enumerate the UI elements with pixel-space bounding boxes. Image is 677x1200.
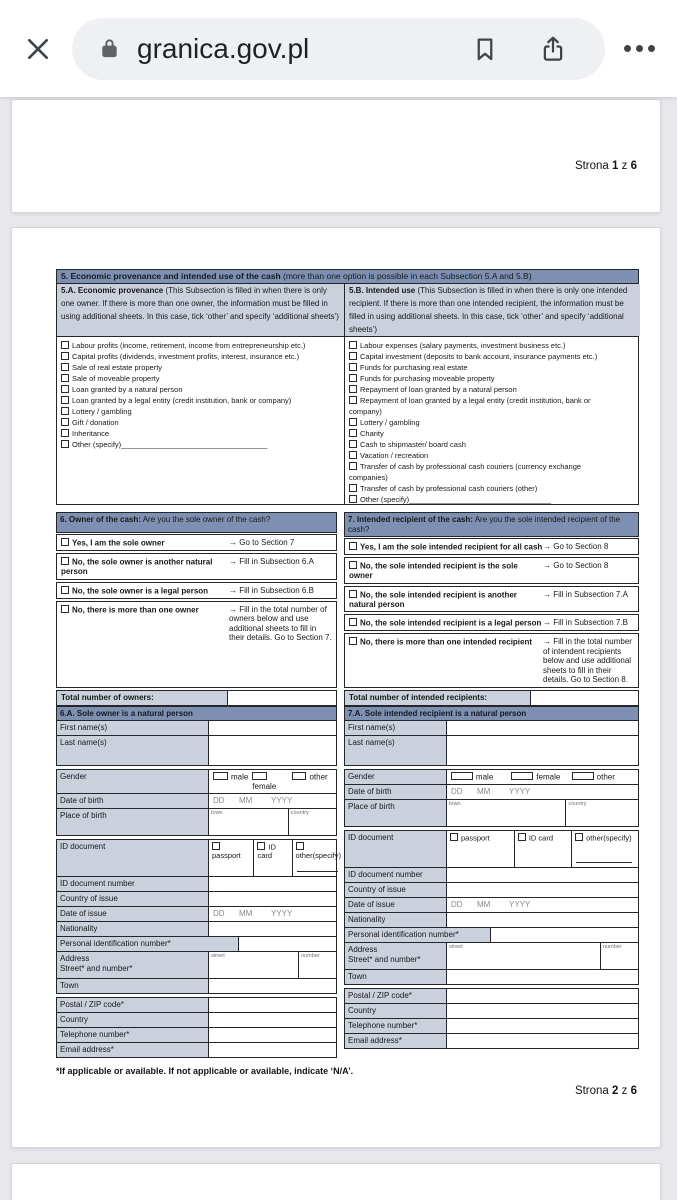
table-row — [344, 867, 639, 883]
table-row — [56, 997, 337, 1013]
field-label: ID document — [57, 840, 209, 876]
checkbox-icon — [518, 833, 526, 841]
table-row — [344, 942, 639, 970]
checklist-item — [61, 351, 340, 362]
person-table-header: 6.A. Sole owner is a natural person — [56, 706, 337, 721]
number-subcell: number — [298, 952, 336, 978]
option-action: → Go to Section 8 — [543, 542, 609, 551]
checklist-item — [61, 362, 340, 373]
field-label: Country — [57, 1013, 209, 1027]
checkbox-icon — [349, 341, 357, 349]
number-subcell: number — [600, 943, 638, 969]
checklist-item — [61, 373, 340, 384]
table-row — [344, 720, 639, 736]
page-footer: Strona 2 z 6 — [574, 1085, 637, 1097]
table-row — [344, 927, 639, 943]
gender-option: male — [451, 772, 511, 782]
table-row — [56, 1027, 337, 1043]
checkbox-icon — [61, 557, 69, 565]
field-label: Town — [345, 970, 447, 984]
option-label-cell — [61, 557, 229, 577]
option-label-cell — [61, 538, 229, 548]
checklist-item-label: Sale of moveable property — [72, 374, 160, 383]
field-blank — [209, 979, 336, 993]
field-label: Telephone number* — [57, 1028, 209, 1042]
section-5-checklists — [56, 337, 639, 505]
table-row — [344, 799, 639, 827]
field-blank — [447, 736, 638, 765]
field-blank — [209, 1013, 336, 1027]
field-label: Address Street* and number* — [345, 943, 447, 969]
field-blank — [447, 1034, 638, 1048]
table-row — [344, 969, 639, 985]
table-row — [56, 735, 337, 766]
checklist-item — [349, 450, 616, 461]
pdf-page-1 — [11, 99, 661, 213]
person-details-table — [344, 706, 639, 1058]
field-label: First name(s) — [57, 721, 209, 735]
table-row — [344, 735, 639, 766]
checkbox-icon — [451, 772, 473, 780]
checklist-item-label: Labour profits (income, retirement, income from entrepreneurship etc.) — [72, 341, 306, 350]
checklist-item-label: Other (specify)__________________________________ — [360, 495, 551, 504]
option-label: No, the sole intended recipient is the sole owner — [349, 561, 518, 580]
option-row — [344, 633, 639, 688]
section-6-options — [56, 534, 337, 688]
option-label: No, there is more than one intended recipient — [360, 637, 533, 647]
person-tables — [56, 706, 639, 1058]
option-label-cell — [349, 542, 543, 552]
field-label: Gender — [57, 770, 209, 793]
checkbox-icon — [61, 352, 69, 360]
option-action: → Fill in Subsection 7.A — [543, 589, 628, 599]
field-blank — [209, 892, 336, 906]
address-cells — [447, 943, 638, 969]
option-label: No, the sole intended recipient is a legal person — [360, 618, 542, 628]
checklist-item — [349, 461, 616, 483]
table-row — [56, 921, 337, 937]
checkbox-icon — [349, 363, 357, 371]
checkbox-icon — [61, 407, 69, 415]
checkbox-icon — [296, 842, 304, 850]
checklist-item-label: Loan granted by a natural person — [72, 385, 183, 394]
id-document-options — [447, 831, 638, 867]
option-action: → Fill in Subsection 6.A — [229, 557, 314, 566]
field-blank — [447, 989, 638, 1003]
field-blank — [209, 1043, 336, 1057]
checklist-item — [61, 406, 340, 417]
bookmark-icon — [470, 34, 500, 64]
option-label: No, the sole owner is another natural person — [61, 557, 213, 576]
checkbox-icon — [61, 538, 69, 546]
checklist-item-label: Funds for purchasing real estate — [360, 363, 468, 372]
field-label: Date of birth — [345, 785, 447, 799]
table-row — [56, 720, 337, 736]
field-label: Postal / ZIP code* — [345, 989, 447, 1003]
section-6 — [56, 512, 337, 706]
checklist-item-label: Gift / donation — [72, 418, 119, 427]
url-bar[interactable] — [72, 18, 605, 80]
checkbox-icon — [257, 842, 265, 850]
field-label: Country of issue — [345, 883, 447, 897]
field-blank — [447, 1004, 638, 1018]
field-blank — [447, 913, 638, 927]
checkbox-icon — [349, 374, 357, 382]
option-row — [344, 538, 639, 555]
table-row — [344, 1033, 639, 1049]
address-cells — [209, 952, 336, 978]
date-placeholder: DD MM YYYY — [213, 908, 293, 918]
cash-declaration-form — [56, 269, 639, 1076]
checklist-item-label: Cash to shipmaster/ board cash — [360, 440, 466, 449]
option-label: No, there is more than one owner — [72, 605, 199, 614]
checklist-item — [349, 483, 616, 494]
option-label-cell — [349, 618, 543, 628]
checklist-item — [61, 439, 340, 450]
field-label: Last name(s) — [345, 736, 447, 765]
field-blank — [447, 868, 638, 882]
field-label: ID document number — [57, 877, 209, 891]
option-row — [56, 601, 337, 688]
checklist-item-label: Sale of real estate property — [72, 363, 163, 372]
table-row — [56, 793, 337, 809]
field-label: Place of birth — [345, 800, 447, 826]
gender-option: male — [213, 772, 252, 791]
table-row — [56, 978, 337, 994]
option-label: Yes, I am the sole owner — [72, 538, 165, 548]
checkbox-icon — [349, 352, 357, 360]
table-row — [56, 876, 337, 892]
option-label-cell — [349, 561, 543, 581]
option-row — [344, 586, 639, 613]
browser-toolbar — [0, 0, 677, 97]
checklist-item — [349, 362, 616, 373]
pdf-viewport[interactable] — [0, 97, 677, 1200]
checkbox-icon — [575, 833, 583, 841]
id-option-other: other(specify) — [571, 831, 638, 867]
checkbox-icon — [572, 772, 594, 780]
person-details-table — [56, 706, 341, 1058]
checkbox-icon — [349, 440, 357, 448]
checklist-item — [61, 417, 340, 428]
field-blank — [209, 877, 336, 891]
option-action: → Fill in the total number of intendent recipients below and use additional sheets to fill in their details. Go to Section 8. — [543, 637, 632, 684]
table-row — [56, 839, 341, 877]
id-option-passport: passport — [209, 840, 253, 876]
date-placeholder: DD MM YYYY — [213, 795, 293, 805]
field-label: Place of birth — [57, 809, 209, 835]
checkbox-icon — [349, 590, 357, 598]
checklist-item-label: Labour expenses (salary payments, investment business etc.) — [360, 341, 566, 350]
option-row — [56, 582, 337, 599]
subsection-5a-checklist — [57, 337, 345, 504]
id-document-options — [209, 840, 341, 876]
checklist-item — [61, 395, 340, 406]
field-label: First name(s) — [345, 721, 447, 735]
option-label: No, the sole owner is a legal person — [72, 586, 209, 595]
checklist-item-label: Capital investment (deposits to bank account, insurance payments etc.) — [360, 352, 598, 361]
checkbox-icon — [511, 772, 533, 780]
date-placeholder: DD MM YYYY — [451, 787, 531, 796]
subsection-5a-heading: 5.A. Economic provenance (This Subsection is filled in when there is only one owner. If there is more than one owner, the information must be filled in using additional sheets. In this case, tick ‘other’ and specify ‘additional sheets’) — [57, 284, 345, 336]
field-label: Country — [345, 1004, 447, 1018]
checklist-item — [349, 351, 616, 362]
gender-option: female — [252, 772, 291, 791]
checkbox-icon — [349, 396, 357, 404]
table-row — [56, 1042, 337, 1058]
share-button[interactable] — [531, 27, 575, 71]
checkbox-icon — [349, 429, 357, 437]
table-row — [344, 897, 639, 913]
checklist-item — [61, 428, 340, 439]
bookmark-button[interactable] — [463, 27, 507, 71]
checkbox-icon — [61, 363, 69, 371]
checklist-item — [349, 428, 616, 439]
total-recipients-row — [344, 690, 639, 706]
option-action: → Go to Section 7 — [229, 538, 295, 547]
checklist-item — [349, 494, 616, 504]
town-subcell: town — [211, 809, 223, 816]
id-option-other: other(specify) — [292, 840, 344, 876]
gender-option: other — [292, 772, 331, 791]
table-row — [56, 1012, 337, 1028]
field-blank — [239, 937, 336, 951]
field-blank — [447, 970, 638, 984]
checkbox-icon — [61, 429, 69, 437]
street-subcell: street — [211, 952, 225, 959]
checkbox-icon — [349, 637, 357, 645]
street-subcell: street — [449, 944, 463, 950]
checklist-item-label: Other (specify)___________________________________ — [72, 440, 268, 449]
field-label: Personal identification number* — [57, 937, 239, 951]
field-blank — [447, 721, 638, 735]
close-button[interactable] — [12, 23, 64, 75]
checkbox-icon — [61, 586, 69, 594]
field-label: Personal identification number* — [345, 928, 491, 942]
field-label: Town — [57, 979, 209, 993]
pdf-page-2 — [11, 227, 661, 1148]
field-blank — [209, 922, 336, 936]
lock-icon — [98, 37, 121, 60]
checkbox-icon — [61, 385, 69, 393]
checkbox-icon — [349, 618, 357, 626]
checkbox-icon — [61, 374, 69, 382]
table-row — [56, 808, 337, 836]
checkbox-icon — [61, 396, 69, 404]
checkbox-icon — [61, 440, 69, 448]
table-row — [56, 769, 337, 794]
table-row — [344, 988, 639, 1004]
field-blank — [209, 721, 336, 735]
id-option-idcard: ID card — [514, 831, 571, 867]
table-row — [344, 769, 639, 785]
gender-options — [447, 770, 638, 784]
checklist-item-label: Inheritance — [72, 429, 110, 438]
total-recipients-input — [531, 691, 638, 705]
table-row — [344, 882, 639, 898]
checkbox-icon — [349, 495, 357, 503]
checkbox-icon — [349, 542, 357, 550]
page-footer: Strona 1 z 6 — [574, 160, 637, 172]
checklist-item-label: Lottery / gambling — [72, 407, 132, 416]
checklist-item — [349, 395, 616, 417]
section-7-header: 7. Intended recipient of the cash: Are you the sole intended recipient of the cash? — [344, 512, 639, 537]
checklist-item — [61, 384, 340, 395]
checklist-item-label: Lottery / gambling — [360, 418, 420, 427]
field-blank — [209, 998, 336, 1012]
checkbox-icon — [292, 772, 307, 780]
option-label-cell — [349, 590, 543, 610]
option-row — [344, 557, 639, 584]
field-label: Country of issue — [57, 892, 209, 906]
field-blank — [447, 1019, 638, 1033]
checkbox-icon — [61, 341, 69, 349]
field-label: Telephone number* — [345, 1019, 447, 1033]
checklist-item-label: Funds for purchasing moveable property — [360, 374, 495, 383]
country-subcell: country — [288, 809, 336, 835]
option-action: → Go to Section 8 — [543, 561, 609, 570]
field-label: Email address* — [57, 1043, 209, 1057]
checkbox-icon — [61, 418, 69, 426]
field-label: Date of issue — [57, 907, 209, 921]
country-subcell: country — [565, 800, 638, 826]
menu-button[interactable] — [613, 23, 665, 75]
field-label: Nationality — [345, 913, 447, 927]
section-7 — [344, 512, 639, 706]
checkbox-icon — [349, 385, 357, 393]
table-row — [56, 936, 337, 952]
option-row — [344, 614, 639, 631]
field-blank — [209, 736, 336, 765]
section-5-header: 5. Economic provenance and intended use of the cash (more than one option is possible in each Subsection 5.A and 5.B) — [56, 269, 639, 283]
gender-option: female — [511, 772, 571, 782]
place-of-birth-cells — [447, 800, 638, 826]
overflow-menu-icon — [624, 45, 655, 52]
field-label: Date of birth — [57, 794, 209, 808]
checklist-item — [349, 417, 616, 428]
table-row — [344, 1003, 639, 1019]
fill-line — [297, 870, 338, 872]
total-owners-row — [56, 690, 337, 706]
checklist-item — [349, 384, 616, 395]
person-table-header: 7.A. Sole intended recipient is a natural person — [344, 706, 639, 721]
checkbox-icon — [212, 842, 220, 850]
town-subcell: town — [449, 801, 461, 807]
id-option-idcard: ID card — [253, 840, 291, 876]
checklist-item — [349, 439, 616, 450]
checkbox-icon — [61, 605, 69, 613]
subsection-5b-checklist — [345, 337, 640, 504]
checklist-item-label: Transfer of cash by professional cash couriers (currency exchange companies) — [349, 462, 582, 482]
checkbox-icon — [252, 772, 267, 780]
field-label: Last name(s) — [57, 736, 209, 765]
checkbox-icon — [349, 484, 357, 492]
fill-line — [576, 861, 632, 863]
table-row — [56, 951, 337, 979]
sections-6-7 — [56, 512, 639, 705]
section-7-options — [344, 538, 639, 688]
section-6-header: 6. Owner of the cash: Are you the sole owner of the cash? — [56, 512, 337, 533]
checklist-item-label: Charity — [360, 429, 384, 438]
field-label: Nationality — [57, 922, 209, 936]
field-label: Gender — [345, 770, 447, 784]
field-label: Postal / ZIP code* — [57, 998, 209, 1012]
table-row — [344, 784, 639, 800]
checkbox-icon — [450, 833, 458, 841]
option-label-cell — [349, 637, 543, 685]
checklist-item — [61, 340, 340, 351]
checkbox-icon — [349, 462, 357, 470]
field-label: ID document number — [345, 868, 447, 882]
footnote: *If applicable or available. If not applicable or available, indicate ‘N/A’. — [56, 1065, 354, 1076]
checkbox-icon — [349, 451, 357, 459]
option-row — [56, 534, 337, 551]
pdf-page-3 — [11, 1163, 661, 1200]
field-blank — [491, 928, 638, 942]
total-recipients-label: Total number of intended recipients: — [345, 691, 531, 705]
checklist-item-label: Vacation / recreation — [360, 451, 429, 460]
gender-option: other — [572, 772, 632, 782]
checklist-item-label: Repayment of loan granted by a legal entity (credit institution, bank or company) — [349, 396, 591, 416]
gender-options — [209, 770, 336, 793]
table-row — [344, 1018, 639, 1034]
section-5-descriptions — [56, 283, 639, 337]
checklist-item-label: Loan granted by a legal entity (credit institution, bank or company) — [72, 396, 292, 405]
table-row — [56, 906, 337, 922]
checklist-item — [349, 373, 616, 384]
checkbox-icon — [349, 418, 357, 426]
field-blank — [209, 1028, 336, 1042]
option-label: No, the sole intended recipient is another natural person — [349, 590, 517, 609]
date-placeholder: DD MM YYYY — [451, 900, 531, 909]
place-of-birth-cells — [209, 809, 336, 835]
field-label: ID document — [345, 831, 447, 867]
subsection-5b-heading: 5.B. Intended use (This Subsection is filled in when there is only one intended recipient. If there is more than one intended recipient, the information must be filled in using additional sheets. In this case, tick ‘other’ and specify ‘additional sheets’) — [345, 284, 640, 336]
section-5 — [56, 269, 639, 505]
field-blank — [447, 883, 638, 897]
url-text: granica.gov.pl — [137, 32, 310, 64]
option-row — [56, 553, 337, 580]
option-label: Yes, I am the sole intended recipient for all cash — [360, 542, 543, 552]
id-option-passport: passport — [447, 831, 514, 867]
option-label-cell — [61, 586, 229, 596]
field-label: Date of issue — [345, 898, 447, 912]
field-label: Address Street* and number* — [57, 952, 209, 978]
share-icon — [538, 34, 568, 64]
checkbox-icon — [349, 561, 357, 569]
table-row — [344, 912, 639, 928]
checkbox-icon — [213, 772, 228, 780]
total-owners-label: Total number of owners: — [57, 691, 228, 705]
total-owners-input — [228, 691, 336, 705]
checklist-item-label: Transfer of cash by professional cash couriers (other) — [360, 484, 538, 493]
table-row — [56, 891, 337, 907]
close-icon — [22, 33, 54, 65]
option-action: → Fill in Subsection 6.B — [229, 585, 314, 595]
option-label-cell — [61, 605, 229, 685]
checklist-item-label: Capital profits (dividends, investment profits, interest, insurance etc.) — [72, 352, 300, 361]
table-row — [344, 830, 639, 868]
checklist-item-label: Repayment of loan granted by a natural person — [360, 385, 517, 394]
option-action: → Fill in Subsection 7.B — [543, 618, 628, 627]
option-action: → Fill in the total number of owners below and use additional sheets to fill in their details. Go to Section 7. — [229, 604, 332, 642]
field-label: Email address* — [345, 1034, 447, 1048]
checklist-item — [349, 340, 616, 351]
